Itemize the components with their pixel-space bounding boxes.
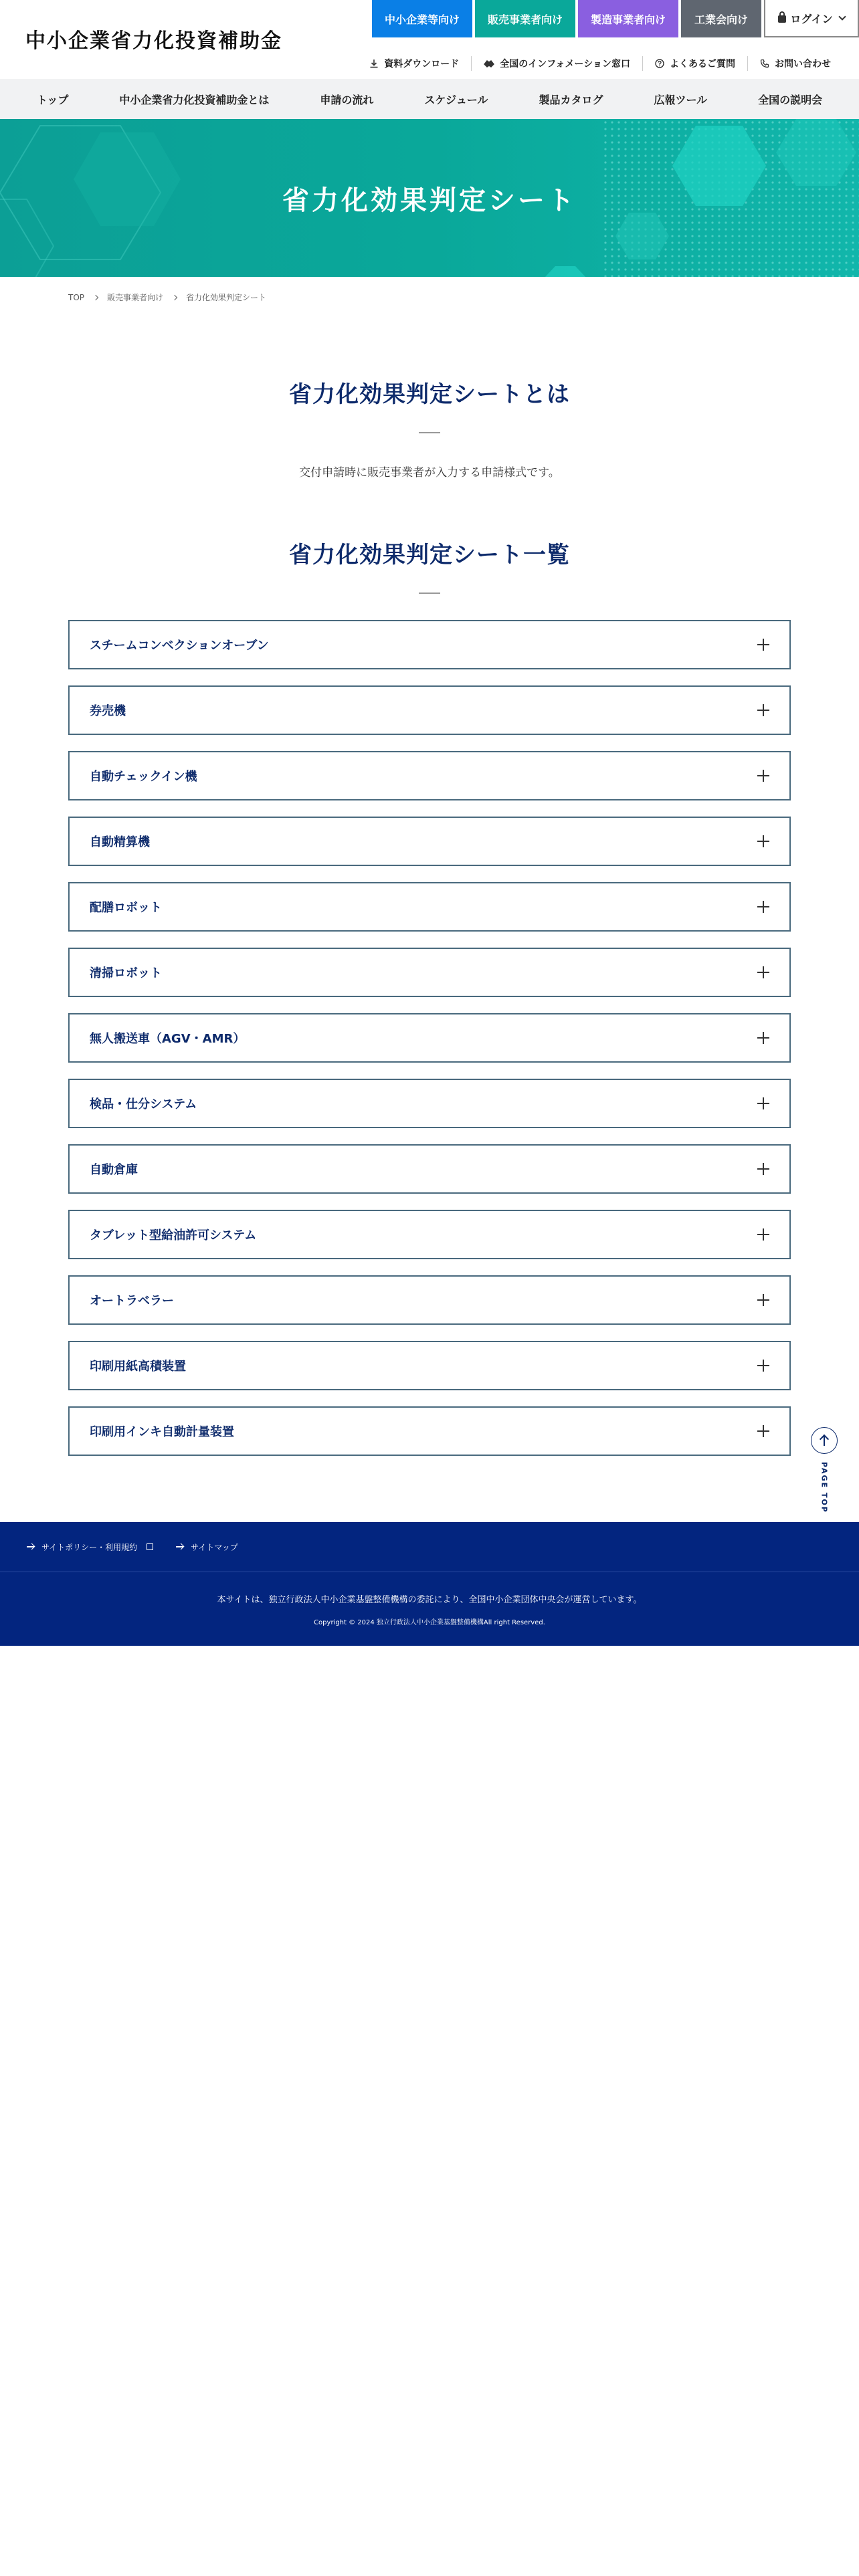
- accordion-item[interactable]: [68, 1013, 791, 1063]
- page-title: 省力化効果判定シート: [282, 185, 577, 216]
- accordion-item[interactable]: [68, 1341, 791, 1390]
- breadcrumb-current: 省力化効果判定シート: [186, 293, 267, 302]
- accordion-label: 自動チェックイン機: [90, 770, 197, 784]
- phone-icon: [760, 59, 769, 68]
- accordion-label: 検品・仕分システム: [90, 1097, 197, 1111]
- chevron-right-icon: [93, 294, 98, 300]
- arrow-right-icon: [27, 1543, 35, 1550]
- plus-icon: [757, 1425, 769, 1437]
- accordion-label: 清掃ロボット: [90, 966, 162, 980]
- accordion-item[interactable]: [68, 1144, 791, 1194]
- list-section-title: 省力化効果判定シート一覧: [289, 542, 570, 568]
- hero-banner: [0, 119, 859, 277]
- accordion-item[interactable]: [68, 1275, 791, 1325]
- nav-product-catalog[interactable]: 製品カタログ: [539, 93, 603, 106]
- page-top-label: PAGE TOP: [820, 1462, 829, 1513]
- accordion-label: 印刷用インキ自動計量装置: [90, 1425, 234, 1439]
- breadcrumb-top[interactable]: TOP: [68, 292, 85, 302]
- util-link-label: よくあるご質問: [670, 59, 735, 70]
- plus-icon: [757, 1097, 769, 1109]
- footer-link-sitemap[interactable]: [176, 1541, 238, 1553]
- question-icon: [655, 59, 664, 68]
- page-top-button[interactable]: [811, 1427, 838, 1513]
- login-button[interactable]: [764, 0, 859, 37]
- plus-icon: [757, 704, 769, 716]
- accordion-label: 券売機: [90, 704, 126, 718]
- arrow-up-icon: [820, 1435, 829, 1446]
- site-footer: [0, 1572, 859, 1646]
- site-header: [0, 0, 859, 79]
- section-divider: [419, 432, 440, 433]
- accordion-item[interactable]: [68, 817, 791, 866]
- accordion-item[interactable]: [68, 882, 791, 932]
- tab-sales-vendor[interactable]: 販売事業者向け: [475, 0, 575, 37]
- login-label: ログイン: [790, 12, 833, 25]
- accordion-label: 自動精算機: [90, 835, 150, 849]
- nav-top[interactable]: トップ: [36, 93, 69, 106]
- footer-links: [0, 1522, 859, 1572]
- accordion-label: オートラベラー: [90, 1294, 174, 1308]
- accordion-item[interactable]: [68, 1079, 791, 1128]
- about-section-lead: 交付申請時に販売事業者が入力する申請様式です。: [299, 466, 560, 479]
- footer-link-label: サイトマップ: [191, 1542, 238, 1552]
- accordion-label: 無人搬送車（AGV・AMR）: [90, 1032, 246, 1046]
- accordion-label: 配膳ロボット: [90, 901, 162, 915]
- util-link-label: 全国のインフォメーション窓口: [500, 59, 630, 70]
- accordion-item[interactable]: [68, 1210, 791, 1259]
- footer-note: 本サイトは、独立行政法人中小企業基盤整備機構の委託により、全国中小企業団体中央会が運営しています。: [217, 1595, 642, 1605]
- accordion-label: タブレット型給油許可システム: [90, 1228, 257, 1243]
- util-link-contact[interactable]: [747, 56, 843, 71]
- plus-icon: [757, 639, 769, 651]
- audience-tabs: [369, 0, 859, 37]
- tab-sme[interactable]: 中小企業等向け: [372, 0, 472, 37]
- plus-icon: [757, 1228, 769, 1241]
- plus-icon: [757, 1032, 769, 1044]
- accordion-item[interactable]: [68, 1406, 791, 1456]
- external-link-icon: [147, 1543, 153, 1550]
- chevron-down-icon: [838, 13, 846, 20]
- plus-icon: [757, 966, 769, 978]
- accordion-label: スチームコンベクションオーブン: [90, 639, 269, 653]
- nav-pr-tools[interactable]: 広報ツール: [654, 93, 708, 106]
- accordion-item[interactable]: [68, 620, 791, 669]
- nav-about[interactable]: 中小企業省力化投資補助金とは: [119, 93, 270, 106]
- nav-application-flow[interactable]: 申請の流れ: [320, 93, 374, 106]
- accordion-item[interactable]: [68, 751, 791, 800]
- nav-briefings[interactable]: 全国の説明会: [758, 93, 823, 106]
- page-top-circle[interactable]: [811, 1427, 838, 1454]
- nav-schedule[interactable]: スケジュール: [424, 93, 488, 106]
- global-nav: [0, 79, 859, 119]
- accordion-item[interactable]: [68, 685, 791, 735]
- accordion-label: 自動倉庫: [90, 1163, 138, 1177]
- footer-link-site-policy[interactable]: [27, 1541, 153, 1553]
- plus-icon: [757, 770, 769, 782]
- breadcrumb: [68, 292, 266, 303]
- plus-icon: [757, 1163, 769, 1175]
- plus-icon: [757, 835, 769, 847]
- chevron-right-icon: [172, 294, 177, 300]
- section-divider: [419, 593, 440, 594]
- util-link-faq[interactable]: [642, 56, 747, 71]
- plus-icon: [757, 1360, 769, 1372]
- copyright: Copyright © 2024 独立行政法人中小企業基盤整備機構All right Reserved.: [314, 1619, 545, 1626]
- util-link-label: お問い合わせ: [775, 59, 831, 70]
- arrow-right-icon: [176, 1543, 184, 1550]
- util-link-label: 資料ダウンロード: [384, 59, 460, 70]
- site-logo[interactable]: 中小企業省力化投資補助金: [25, 29, 282, 53]
- download-icon: [369, 59, 379, 68]
- handshake-icon: [484, 59, 494, 68]
- footer-link-label: サイトポリシー・利用規約: [41, 1542, 138, 1552]
- tab-industry-association[interactable]: 工業会向け: [681, 0, 761, 37]
- util-link-download[interactable]: [357, 56, 471, 71]
- accordion-item[interactable]: [68, 948, 791, 997]
- tab-manufacturer[interactable]: 製造事業者向け: [578, 0, 678, 37]
- util-link-info-desk[interactable]: [471, 56, 642, 71]
- lock-icon: [778, 15, 786, 23]
- breadcrumb-sales-vendor[interactable]: 販売事業者向け: [107, 293, 164, 302]
- plus-icon: [757, 1294, 769, 1306]
- utility-links: [357, 56, 843, 71]
- plus-icon: [757, 901, 769, 913]
- accordion-label: 印刷用紙高積装置: [90, 1360, 186, 1374]
- about-section-title: 省力化効果判定シートとは: [289, 381, 570, 408]
